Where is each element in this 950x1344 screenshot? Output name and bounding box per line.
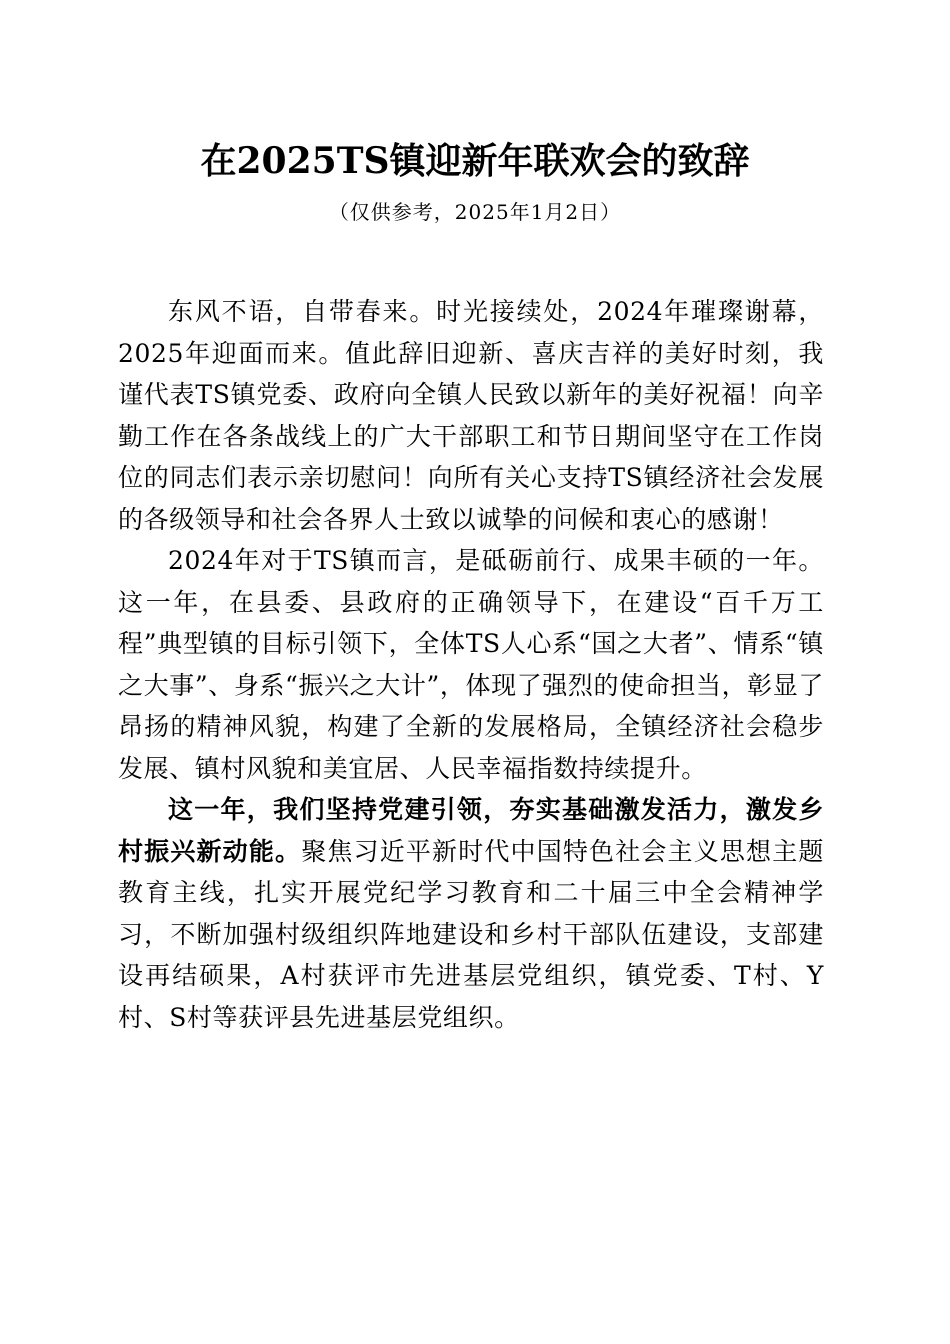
document-body (118, 291, 824, 1038)
paragraph-3-text: 聚焦习近平新时代中国特色社会主义思想主题教育主线，扎实开展党纪学习教育和二十届三中全会精神学习，不断加强村级组织阵地建设和乡村干部队伍建设，支部建设再结硕果，A村获评市先进基层党组织，镇党委、T村、Y村、S村等获评县先进基层党组织。 (118, 836, 824, 1032)
page-subtitle: （仅供参考，2025年1月2日） (328, 200, 622, 224)
paragraph-3-lead: 这一年，我们坚持党建引领，夯实基础激发活力，激发乡村振兴新动能。 (118, 795, 824, 866)
paragraph-1-text: 东风不语，自带春来。时光接续处，2024年璀璨谢幕，2025年迎面而来。值此辞旧迎新、喜庆吉祥的美好时刻，我谨代表TS镇党委、政府向全镇人民致以新年的美好祝福！向辛勤工作在各条战线上的广大干部职工和节日期间坚守在工作岗位的同志们表示亲切慰问！向所有关心支持TS镇经济社会发展的各级领导和社会各界人士致以诚挚的问候和衷心的感谢！ (118, 297, 824, 534)
page-title: 在2025TS镇迎新年联欢会的致辞 (200, 140, 750, 182)
paragraph-2-text: 2024年对于TS镇而言，是砥砺前行、成果丰硕的一年。这一年，在县委、县政府的正确领导下，在建设“百千万工程”典型镇的目标引领下，全体TS人心系“国之大者”、情系“镇之大事”、身系“振兴之大计”，体现了强烈的使命担当，彰显了昂扬的精神风貌，构建了全新的发展格局，全镇经济社会稳步发展、镇村风貌和美宜居、人民幸福指数持续提升。 (118, 546, 824, 783)
paragraph-3 (118, 789, 824, 1038)
paragraph-1 (118, 291, 824, 540)
paragraph-2 (118, 540, 824, 789)
